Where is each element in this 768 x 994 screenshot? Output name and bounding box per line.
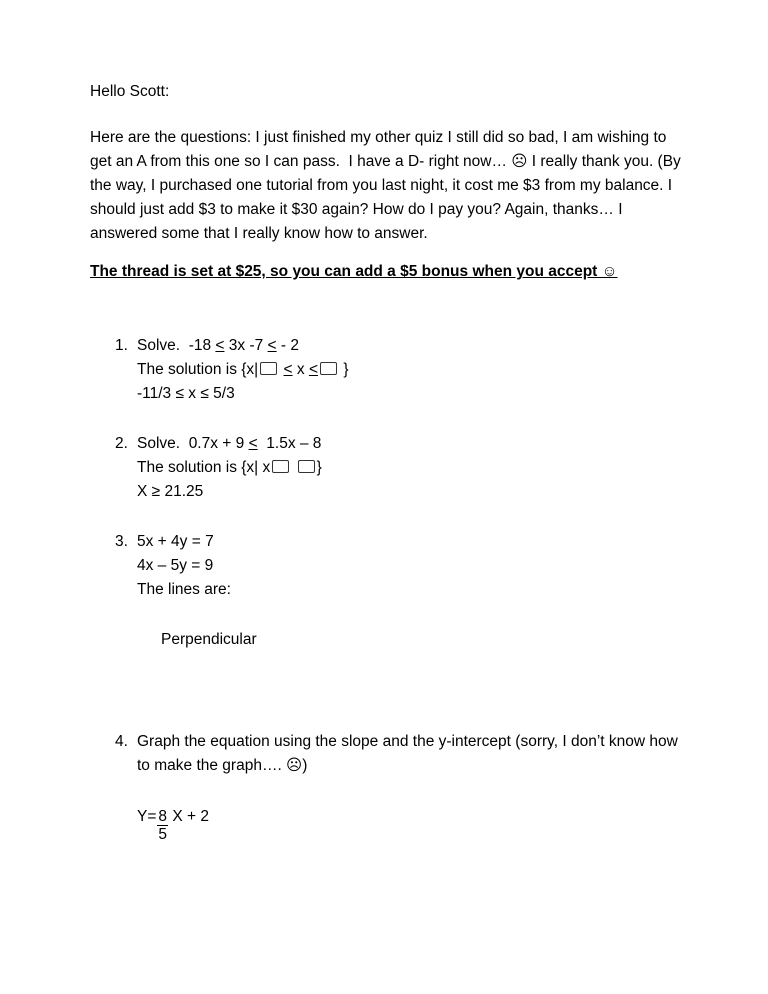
underlined-inequality: < — [267, 337, 277, 354]
question-body — [137, 730, 682, 843]
text-segment: X + 2 — [168, 808, 209, 825]
question-body — [137, 530, 682, 652]
text-segment: x — [292, 361, 309, 378]
question-number: 1. — [115, 337, 128, 354]
question-body — [137, 432, 682, 504]
question-item — [115, 730, 682, 843]
fraction-numerator: 8 — [158, 808, 168, 825]
text-segment: The lines are: — [137, 581, 231, 598]
question-line — [137, 730, 682, 778]
underlined-inequality: < — [308, 361, 319, 378]
underlined-inequality: < — [248, 435, 258, 452]
question-number: 4. — [115, 733, 128, 750]
fraction-denominator: 5 — [158, 826, 168, 843]
question-line — [137, 554, 682, 578]
underlined-inequality: < — [215, 337, 225, 354]
questions-list — [90, 334, 682, 843]
text-segment: Y= — [137, 808, 157, 825]
thread-note: The thread is set at $25, so you can add a $5 bonus when you accept ☺ — [90, 263, 618, 280]
question-line — [137, 432, 682, 456]
text-segment: - 2 — [276, 337, 300, 354]
question-line — [137, 480, 682, 504]
text-segment: Solve. 0.7x + 9 — [137, 435, 249, 452]
text-segment: -11/3 ≤ x ≤ 5/3 — [137, 385, 235, 402]
question-body — [137, 334, 682, 406]
text-segment: 3x -7 — [224, 337, 268, 354]
text-segment: 1.5x – 8 — [257, 435, 322, 452]
text-segment: Graph the equation using the slope and the y-intercept (sorry, I don’t know how to make the graph…. ☹) — [137, 733, 683, 774]
question-number: 3. — [115, 533, 128, 550]
text-segment: Perpendicular — [161, 631, 257, 648]
question-line — [137, 804, 682, 843]
text-segment: 5x + 4y = 7 — [137, 533, 214, 550]
intro-paragraph: Here are the questions: I just finished my other quiz I still did so bad, I am wishing to get an A from this one so I can pass. I have a D- right now… ☹ I really thank you. (By the way, I purchased one tutorial from you last night, it cost me $3 from my balance. I should just add $3 to make it $30 again? How do I pay you? Again, thanks… I answered some that I really know how to answer. — [90, 129, 686, 242]
text-segment: Solve. -18 — [137, 337, 216, 354]
answer-box — [298, 460, 315, 473]
question-line — [137, 578, 682, 602]
question-line — [137, 382, 682, 406]
answer-box — [272, 460, 289, 473]
answer-box — [320, 362, 337, 375]
question-item — [115, 530, 682, 652]
question-line — [137, 530, 682, 554]
text-segment — [291, 459, 295, 476]
question-number: 2. — [115, 435, 128, 452]
question-line — [137, 358, 682, 382]
text-segment: X ≥ 21.25 — [137, 483, 204, 500]
question-line — [137, 334, 682, 358]
question-item — [115, 432, 682, 504]
greeting: Hello Scott: — [90, 83, 170, 100]
question-item — [115, 334, 682, 406]
text-segment: The solution is {x| x — [137, 459, 271, 476]
answer-box — [260, 362, 277, 375]
fraction — [157, 808, 168, 843]
text-segment: The solution is {x| — [137, 361, 259, 378]
question-line — [137, 456, 682, 480]
text-segment: 4x – 5y = 9 — [137, 557, 214, 574]
text-segment: } — [316, 459, 322, 476]
underlined-inequality: < — [283, 361, 293, 378]
question-line — [137, 628, 682, 652]
text-segment: } — [339, 361, 349, 378]
